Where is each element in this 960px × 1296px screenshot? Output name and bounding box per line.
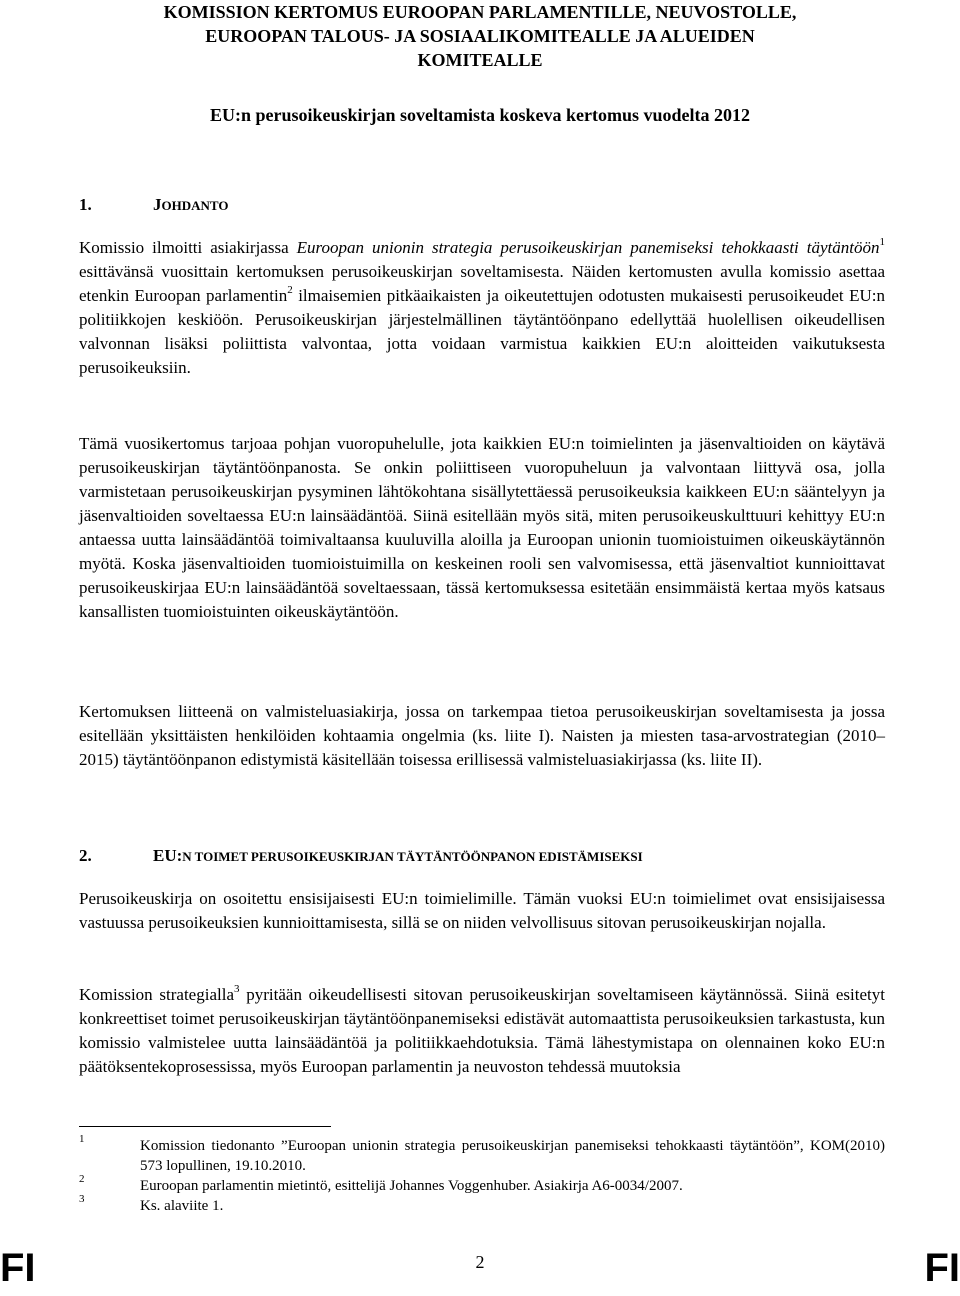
section-2-title-part-1: EU:: [153, 846, 183, 865]
footnote-1: [79, 1133, 885, 1176]
footnote-3-number: 3: [79, 1193, 85, 1205]
title-line-3: KOMITEALLE: [417, 50, 543, 70]
section-1-paragraph-2: Tämä vuosikertomus tarjoaa pohjan vuoropuhelulle, jota kaikkien EU:n toimielinten ja jäsenvaltioiden on käytävä perusoikeuskirjan täytäntöönpanosta. Se onkin poliittiseen vuoropuheluun ja valvontaan liittyvä osa, jolla varmistetaan perusoikeuskirjan pysyminen lähtökohtana sisällytettäessä perusoikeuksia kaikkeen EU:n sääntelyyn ja jäsenvaltioiden soveltaessa EU:n lainsäädäntöä. Siinä esitellään myös sitä, miten perusoikeuskulttuuri kehittyy EU:n antaessa uutta lainsäädäntöä toimivaltaansa kuuluvilla aloilla ja Euroopan unionin tuomioistuimen oikeuskäytännön myötä. Koska jäsenvaltioiden tuomioistuimilla on keskeinen rooli sen valvomisessa, että jäsenvaltiot kunnioittavat perusoikeuskirjaa EU:n lainsäädäntöä soveltaessaan, tässä kertomuksessa esitetään ensimmäistä kertaa myös katsaus kansallisten tuomioistuinten oikeuskäytäntöön.: [79, 434, 885, 621]
footnote-2-number: 2: [79, 1173, 85, 1185]
section-1-title-rest: OHDANTO: [161, 198, 229, 213]
section-1-paragraph-1: [79, 236, 885, 380]
footnote-ref-1: 1: [879, 236, 885, 249]
s2p2-text-1: Komission strategialla: [79, 985, 234, 1004]
section-1-heading: [79, 193, 228, 218]
footnote-1-number: 1: [79, 1133, 85, 1145]
footnote-ref-2: 2: [287, 284, 293, 297]
section-1-paragraph-3: Kertomuksen liitteenä on valmisteluasiakirja, jossa on tarkempaa tietoa perusoikeuskirjan soveltamisesta ja jossa esitellään yksittäisten henkilöiden kohtaamia ongelmia (ks. liite I). Naisten ja miesten tasa-arvostrategian (2010–2015) täytäntöönpanon edistymistä käsitellään toisessa erillisessä valmisteluasiakirjassa (ks. liite II).: [79, 702, 885, 769]
footnotes: [79, 1133, 885, 1216]
section-2-number: 2.: [79, 846, 92, 865]
footnote-3: [79, 1193, 885, 1216]
section-2-heading: [79, 844, 643, 869]
title-line-1: KOMISSION KERTOMUS EUROOPAN PARLAMENTILLE, NEUVOSTOLLE,: [163, 2, 797, 22]
page-footer: [0, 1240, 960, 1296]
section-2-paragraph-1: Perusoikeuskirja on osoitettu ensisijaisesti EU:n toimielimille. Tämän vuoksi EU:n toimielimet ovat ensisijaisessa vastuussa perusoikeuksien kunnioittamisesta, sillä se on niiden velvollisuus sitovan perusoikeuskirjan nojalla.: [79, 889, 885, 932]
p1-italic-title: Euroopan unionin strategia perusoikeuskirjan panemiseksi tehokkaasti täytäntöön: [296, 238, 880, 257]
footnote-ref-3: 3: [234, 983, 240, 996]
section-1-number: 1.: [79, 195, 92, 214]
footnote-2: [79, 1173, 885, 1196]
language-code-right: FI: [924, 1246, 960, 1290]
footnote-2-text: Euroopan parlamentin mietintö, esittelijä Johannes Voggenhuber. Asiakirja A6-0034/2007.: [140, 1178, 683, 1194]
p1-text-1: Komissio ilmoitti asiakirjassa: [79, 238, 297, 257]
section-1-title-cap: J: [153, 195, 162, 214]
title-line-2: EUROOPAN TALOUS- JA SOSIAALIKOMITEALLE JA ALUEIDEN: [205, 26, 755, 46]
footnote-1-text: Komission tiedonanto ”Euroopan unionin strategia perusoikeuskirjan panemiseksi tehokkaasti täytäntöön”, KOM(2010) 573 lopullinen, 19.10.2010.: [140, 1138, 885, 1174]
p1-text-3: esittävänsä vuosittain kertomuksen perusoikeuskirjan soveltamisesta. Näiden kertomusten avulla komissio asettaa etenkin Euroopan parlamentin: [79, 262, 885, 305]
section-2-paragraph-2: [79, 983, 885, 1079]
section-2-title-part-2: N TOIMET PERUSOIKEUSKIRJAN TÄYTÄNTÖÖNPANON EDISTÄMISEKSI: [182, 849, 643, 864]
footnote-3-text: Ks. alaviite 1.: [140, 1198, 224, 1214]
page-number: 2: [475, 1252, 485, 1272]
document-title: [0, 0, 960, 72]
p1-text-4: ilmaisemien pitkäaikaisten ja oikeutettujen odotusten mukaisesti perusoikeudet EU:n politiikkojen keskiöön. Perusoikeuskirjan järjestelmällinen täytäntöönpano edellyttää huolellisen oikeudellisen valvonnan lisäksi poliittista valvontaa, jotta voidaan varmistua kaikkien EU:n aloitteiden vaikutuksesta perusoikeuksiin.: [79, 286, 885, 377]
document-subtitle: EU:n perusoikeuskirjan soveltamista koskeva kertomus vuodelta 2012: [209, 105, 751, 125]
language-code-left: FI: [0, 1246, 36, 1290]
footnote-divider: [79, 1126, 331, 1127]
s2p2-text-2: pyritään oikeudellisesti sitovan perusoikeuskirjan soveltamiseen käytännössä. Siinä esitetyt konkreettiset toimet perusoikeuskirjan täytäntöönpanemiseksi edistävät automaattista perusoikeuksien tarkastusta, kun komissio valmistelee uutta lainsäädäntöä ja politiikkaehdotuksia. Tämä lähestymistapa on olennainen koko EU:n päätöksentekoprosessissa, myös Euroopan parlamentin ja neuvoston tehdessä muutoksia: [79, 985, 885, 1076]
